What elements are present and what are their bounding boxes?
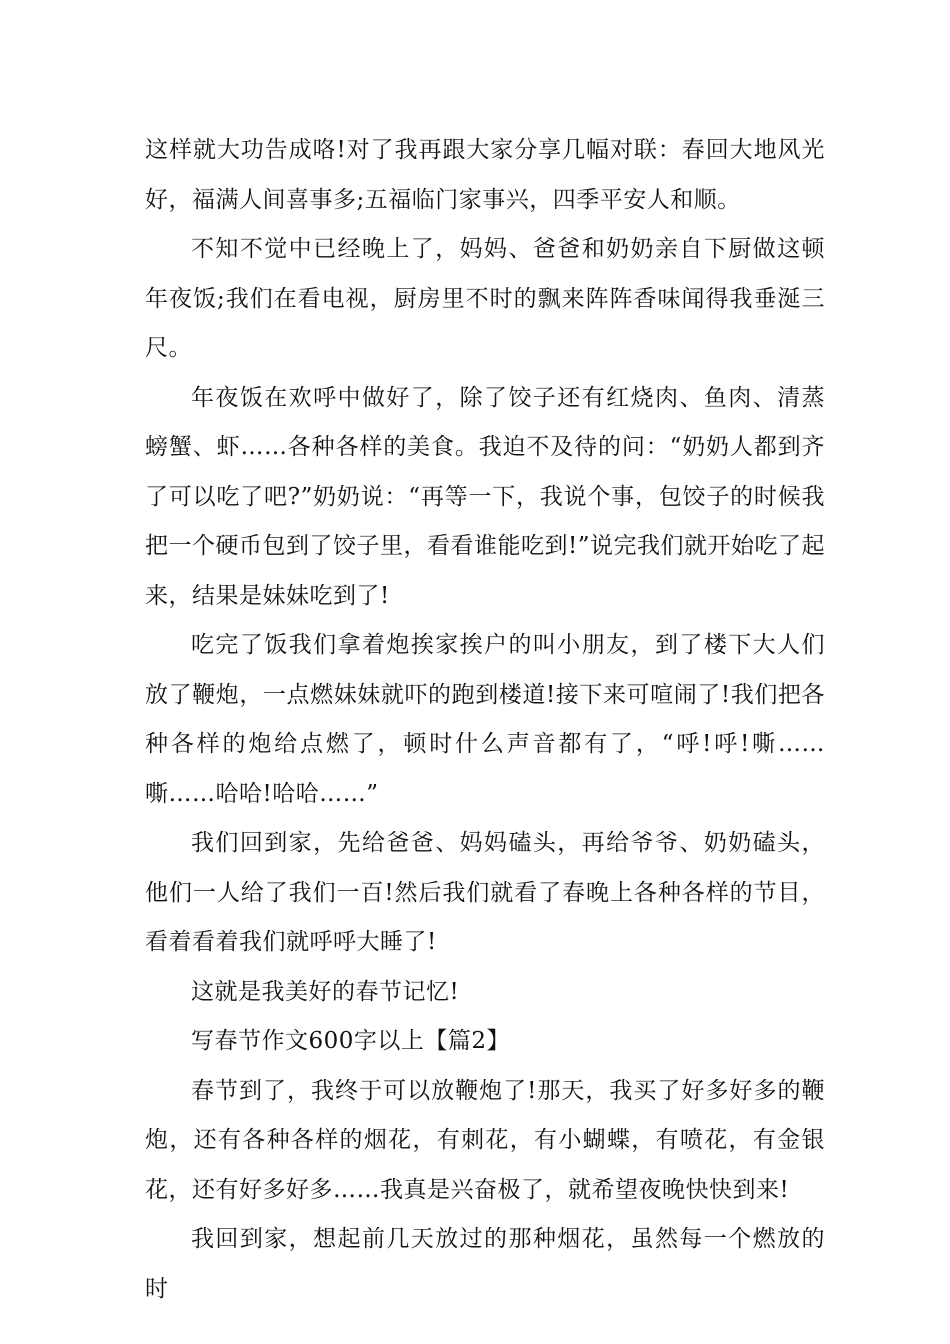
paragraph-8: 我回到家，想起前几天放过的那种烟花，虽然每一个燃放的时 xyxy=(145,1226,825,1302)
paragraph-6: 这就是我美好的春节记忆! xyxy=(191,978,460,1005)
paragraph-1: 这样就大功告成咯!对了我再跟大家分享几幅对联：春回大地风光好，福满人间喜事多;五福临门家事兴，四季平安人和顺。 xyxy=(145,137,825,213)
paragraph-4: 吃完了饭我们拿着炮挨家挨户的叫小朋友，到了楼下大人们放了鞭炮，一点燃妹妹就吓的跑到楼道!接下来可喧闹了!我们把各种各样的炮给点燃了，顿时什么声音都有了，“呼!呼!嘶……嘶……哈哈!哈哈……” xyxy=(145,632,825,807)
document-body xyxy=(145,126,825,1314)
paragraph-5: 我们回到家，先给爸爸、妈妈磕头，再给爷爷、奶奶磕头，他们一人给了我们一百!然后我们就看了春晚上各种各样的节目，看着看着我们就呼呼大睡了! xyxy=(145,830,825,955)
section-heading: 写春节作文600字以上【篇2】 xyxy=(191,1028,511,1054)
paragraph-3: 年夜饭在欢呼中做好了，除了饺子还有红烧肉、鱼肉、清蒸螃蟹、虾……各种各样的美食。我迫不及待的问：“奶奶人都到齐了可以吃了吧?”奶奶说：“再等一下，我说个事，包饺子的时候我把一个硬币包到了饺子里，看看谁能吃到!”说完我们就开始吃了起来，结果是妹妹吃到了! xyxy=(145,384,826,609)
paragraph-7: 春节到了，我终于可以放鞭炮了!那天，我买了好多好多的鞭炮，还有各种各样的烟花，有刺花，有小蝴蝶，有喷花，有金银花，还有好多好多……我真是兴奋极了，就希望夜晚快快到来! xyxy=(145,1077,825,1203)
paragraph-2: 不知不觉中已经晚上了，妈妈、爸爸和奶奶亲自下厨做这顿年夜饭;我们在看电视，厨房里不时的飘来阵阵香味闻得我垂涎三尺。 xyxy=(145,236,825,361)
